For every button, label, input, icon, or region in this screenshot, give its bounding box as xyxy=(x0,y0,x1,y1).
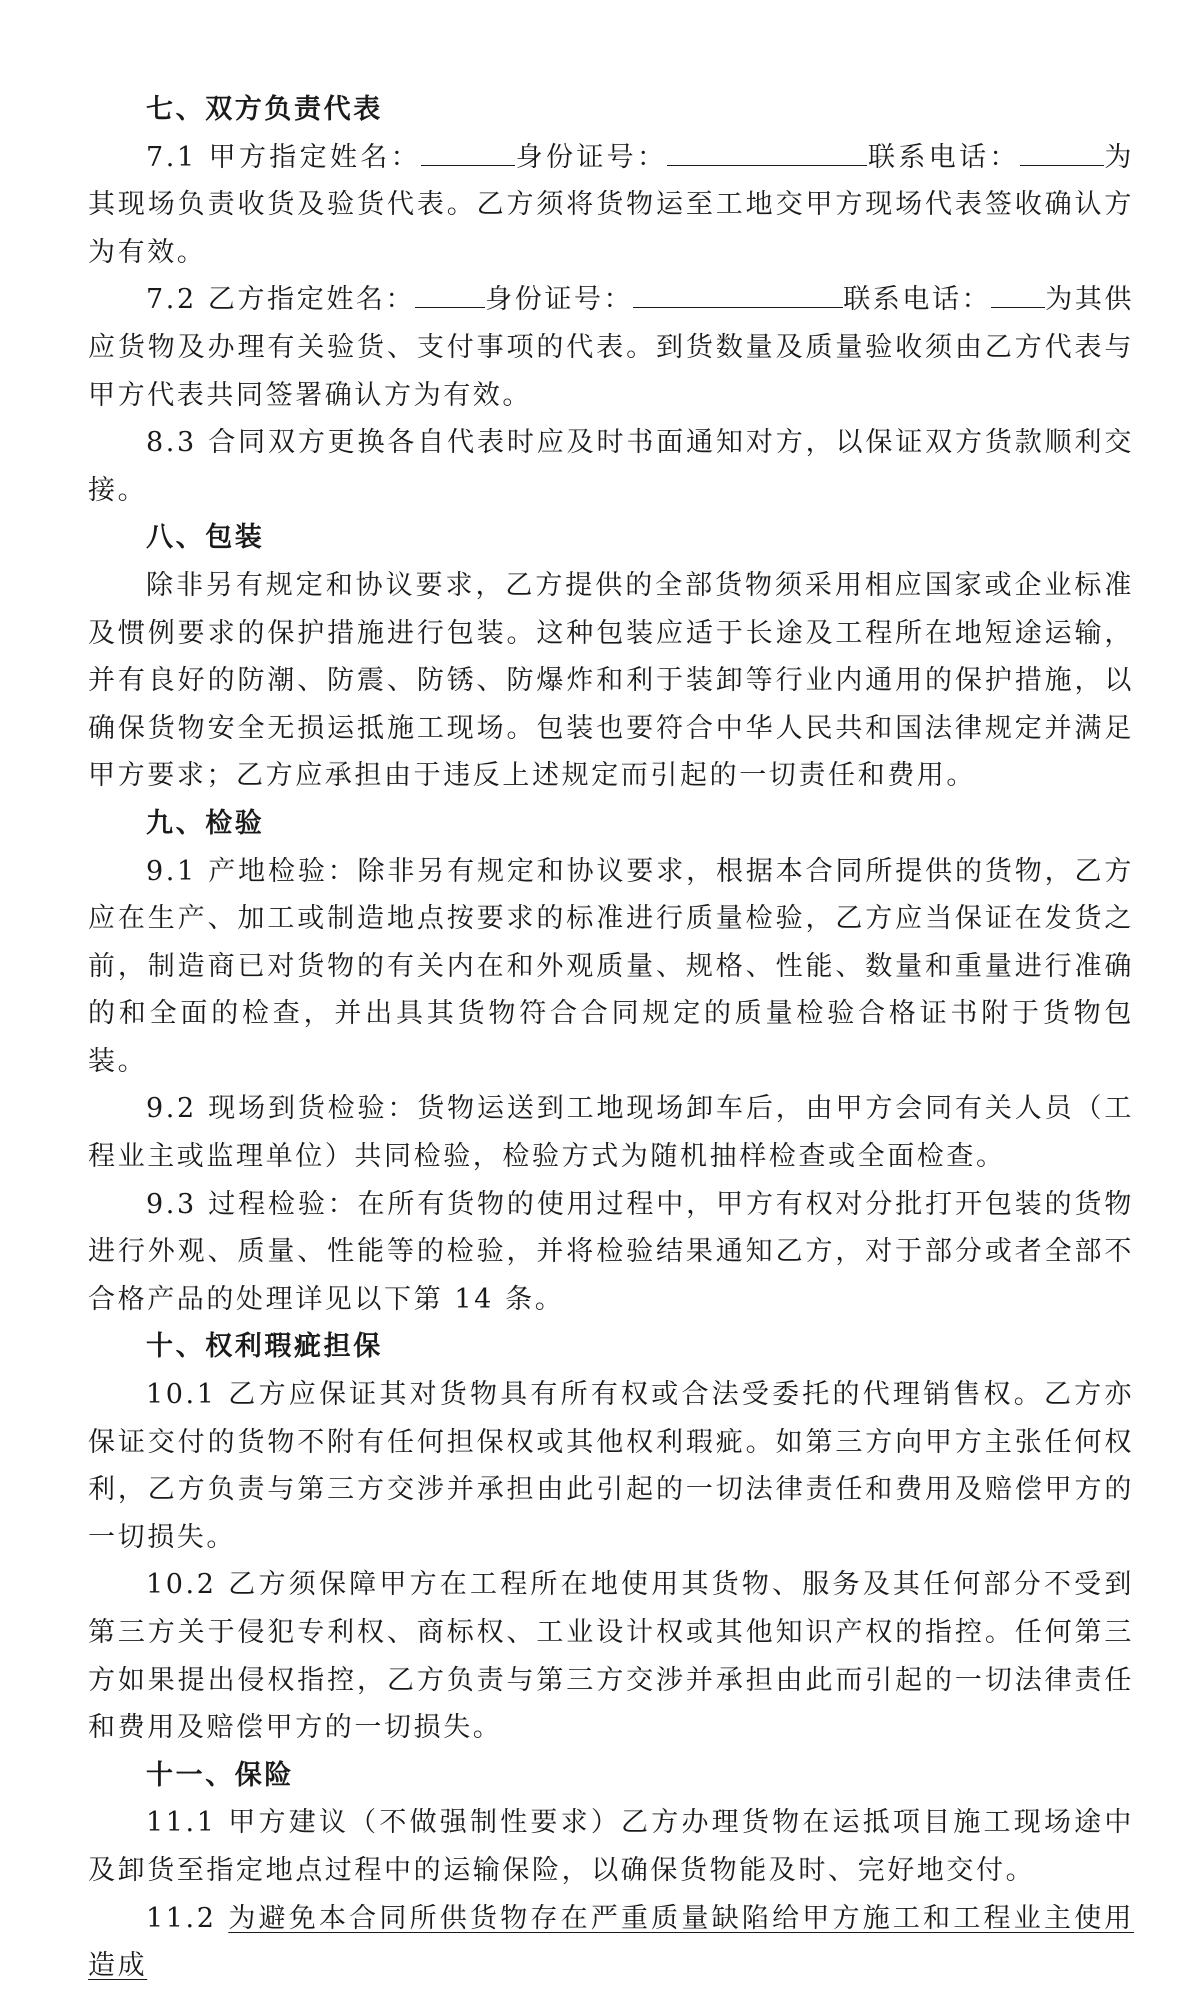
clause-9-3: 9.3 过程检验：在所有货物的使用过程中，甲方有权对分批打开包装的货物进行外观、质量、性能等的检验，并将检验结果通知乙方，对于部分或者全部不合格产品的处理详见以下第 14 条。 xyxy=(88,1188,1134,1315)
section-heading-10: 十、权利瑕疵担保 xyxy=(146,1331,383,1363)
clause-7-1 xyxy=(88,134,1134,277)
clause-11-1: 11.1 甲方建议（不做强制性要求）乙方办理货物在运抵项目施工现场途中及卸货至指定地点过程中的运输保险，以确保货物能及时、完好地交付。 xyxy=(88,1807,1134,1886)
party-b-phone-blank[interactable] xyxy=(991,277,1045,308)
clause-7-2 xyxy=(88,276,1134,419)
clause-7-2-id-label: 身份证号： xyxy=(485,284,634,316)
section-heading-8: 八、包装 xyxy=(146,522,265,554)
section-heading-7: 七、双方负责代表 xyxy=(146,94,383,125)
clause-10-1: 10.1 乙方应保证其对货物具有所有权或合法受委托的代理销售权。乙方亦保证交付的货物不附有任何担保权或其他权利瑕疵。如第三方向甲方主张任何权利，乙方负责与第三方交涉并承担由此引起的一切法律责任和费用及赔偿甲方的一切损失。 xyxy=(88,1379,1134,1553)
section-heading-9: 九、检验 xyxy=(146,807,265,839)
clause-7-1-text: 为其现场负责收货及验货代表。乙方须将货物运至工地交甲方现场代表签收确认方为有效。 xyxy=(88,141,1135,268)
clause-7-2-text: 为其供应货物及办理有关验货、支付事项的代表。到货数量及质量验收须由乙方代表与甲方代表共同签署确认方为有效。 xyxy=(88,284,1135,411)
party-b-id-blank[interactable] xyxy=(633,277,843,308)
section-heading-11: 十一、保险 xyxy=(146,1759,294,1791)
clause-7-1-id-label: 身份证号： xyxy=(514,141,668,173)
party-b-name-blank[interactable] xyxy=(415,277,485,308)
clause-7-1-phone-label: 联系电话： xyxy=(867,141,1020,173)
clause-8-3: 8.3 合同双方更换各自代表时应及时书面通知对方，以保证双方货款顺利交接。 xyxy=(88,427,1134,506)
packaging-paragraph: 除非另有规定和协议要求，乙方提供的全部货物须采用相应国家或企业标准及惯例要求的保护措施进行包装。这种包装应适于长途及工程所在地短途运输，并有良好的防潮、防震、防锈、防爆炸和利于装卸等行业内通用的保护措施，以确保货物安全无损运抵施工现场。包装也要符合中华人民共和国法律规定并满足甲方要求；乙方应承担由于违反上述规定而引起的一切责任和费用。 xyxy=(88,569,1134,792)
clause-9-1: 9.1 产地检验：除非另有规定和协议要求，根据本合同所提供的货物，乙方应在生产、加工或制造地点按要求的标准进行质量检验，乙方应当保证在发货之前，制造商已对货物的有关内在和外观质量、规格、性能、数量和重量进行准确的和全面的检查，并出具其货物符合合同规定的质量检验合格证书附于货物包装。 xyxy=(88,855,1134,1077)
clause-10-2: 10.2 乙方须保障甲方在工程所在地使用其货物、服务及其任何部分不受到第三方关于侵犯专利权、商标权、工业设计权或其他知识产权的指控。任何第三方如果提出侵权指控，乙方负责与第三方交涉并承担由此而引起的一切法律责任和费用及赔偿甲方的一切损失。 xyxy=(88,1569,1134,1744)
party-a-id-blank[interactable] xyxy=(667,135,867,166)
clause-11-2-number: 11.2 xyxy=(146,1902,217,1934)
clause-11-2 xyxy=(88,1895,1134,1990)
clause-9-2: 9.2 现场到货检验：货物运送到工地现场卸车后，由甲方会同有关人员（工程业主或监理单位）共同检验，检验方式为随机抽样检查或全面检查。 xyxy=(88,1093,1134,1173)
clause-7-1-name-label: 7.1 甲方指定姓名： xyxy=(146,141,421,173)
clause-11-2-underlined-text: 为避免本合同所供货物存在严重质量缺陷给甲方施工和工程业主使用造成 xyxy=(88,1902,1134,1982)
party-a-phone-blank[interactable] xyxy=(1020,135,1104,166)
clause-7-2-name-label: 7.2 乙方指定姓名： xyxy=(146,284,416,316)
party-a-name-blank[interactable] xyxy=(421,135,515,166)
clause-7-2-phone-label: 联系电话： xyxy=(843,284,992,316)
